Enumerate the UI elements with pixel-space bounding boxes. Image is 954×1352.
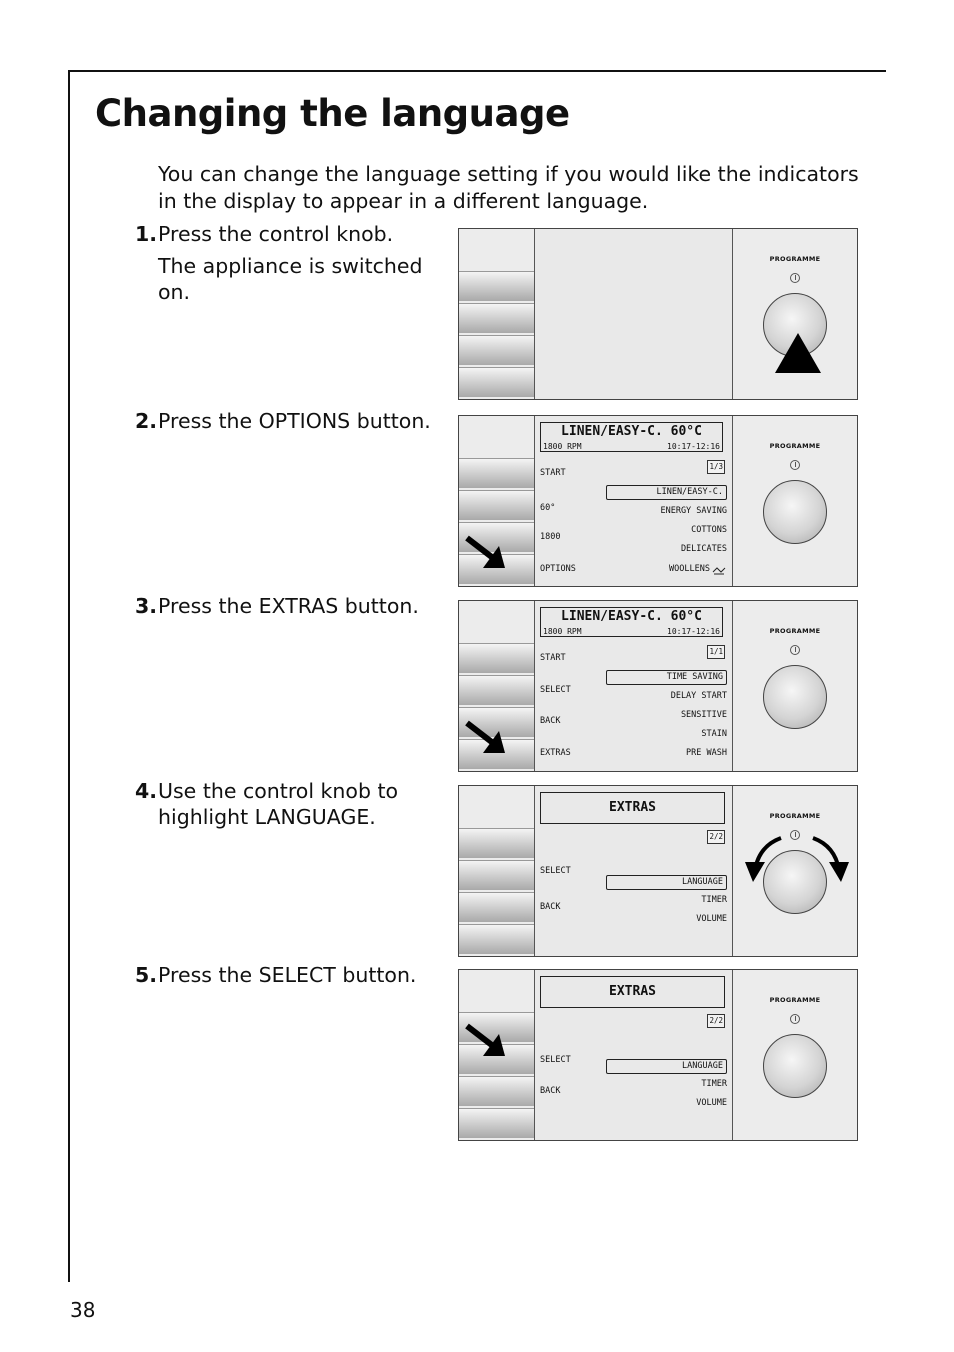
panel-button [459,828,534,858]
panel-button [459,1076,534,1106]
power-icon [790,1014,800,1024]
step-number: 2. [135,409,158,433]
control-panel-illustration-1 [458,228,858,400]
menu-item: PRE WASH [686,748,727,758]
panel-button [459,892,534,922]
press-arrow-icon [463,719,509,757]
programme-label: PROGRAMME [769,255,821,263]
knob-area [733,601,857,771]
extras-header [540,792,725,824]
control-panel-illustration-3 [458,600,858,772]
programme-label: PROGRAMME [769,627,821,635]
step-2 [135,408,445,434]
menu-item: DELAY START [670,691,727,701]
step-text: Press the control knob. [158,222,394,246]
display-label-start: START [540,653,566,663]
left-rule [68,70,70,1282]
menu-item: STAIN [701,729,727,739]
highlighted-item: LANGUAGE [606,875,727,890]
knob-area [733,416,857,586]
step-text-2: highlight LANGUAGE. [158,805,376,829]
panel-button [459,924,534,954]
display-title: EXTRAS [609,984,656,999]
press-arrow-icon [463,534,509,572]
control-knob [763,480,827,544]
highlighted-item: LINEN/EASY-C. [606,485,727,500]
display-label-select: SELECT [540,685,571,695]
display-title: EXTRAS [609,800,656,815]
time-range: 10:17-12:16 [667,627,720,636]
step-number: 1. [135,222,158,246]
page-title: Changing the language [95,92,570,135]
step-3 [135,593,445,619]
spin-speed: 1800 RPM [543,627,582,636]
power-icon [790,460,800,470]
control-panel-illustration-4 [458,785,858,957]
display-screen [535,786,733,956]
menu-item: VOLUME [696,1098,727,1108]
power-icon [790,273,800,283]
display-label-rpm: 1800 [540,532,561,542]
programme-label: PROGRAMME [769,812,821,820]
control-knob [763,665,827,729]
panel-button [459,335,534,365]
step-text: Press the SELECT button. [158,963,417,987]
display-screen [535,416,733,586]
step-text: Press the OPTIONS button. [158,409,431,433]
page-indicator: 1/1 [707,645,725,659]
step-number: 4. [135,779,158,803]
step-text: Use the control knob to [158,779,399,803]
control-knob [763,1034,827,1098]
menu-item: COTTONS [691,525,727,535]
display-label-back: BACK [540,716,561,726]
control-panel-illustration-2 [458,415,858,587]
control-panel-illustration-5 [458,969,858,1141]
menu-item: TIMER [701,895,727,905]
step-number: 3. [135,594,158,618]
programme-label: PROGRAMME [769,996,821,1004]
display-label-back: BACK [540,902,561,912]
menu-item: ENERGY SAVING [660,506,727,516]
panel-button [459,458,534,488]
step-5 [135,962,445,988]
programme-header [540,607,723,637]
display-label-back: BACK [540,1086,561,1096]
button-column [459,229,535,399]
knob-area [733,229,857,399]
menu-item: WOOLLENS [669,564,710,574]
display-screen [535,970,733,1140]
knob-area [733,970,857,1140]
page-indicator: 1/3 [707,460,725,474]
knob-area [733,786,857,956]
display-label-extras: EXTRAS [540,748,571,758]
page-indicator: 2/2 [707,830,725,844]
press-arrow-icon [771,329,825,375]
highlighted-item: LANGUAGE [606,1059,727,1074]
display-label-temp: 60° [540,503,556,513]
menu-item: DELICATES [680,544,727,554]
display-label-options: OPTIONS [540,564,576,574]
button-column [459,786,535,956]
display-screen [535,601,733,771]
display-title: LINEN/EASY-C. 60°C [561,609,702,624]
step-text-2: The appliance is switched on. [158,254,423,304]
intro-paragraph: You can change the language setting if you would like the indicators in the display to appear in a different language. [158,162,859,213]
panel-button [459,490,534,520]
top-rule [68,70,886,72]
wool-icon [712,564,726,576]
button-column [459,416,535,586]
page-number: 38 [70,1298,96,1322]
extras-header [540,976,725,1008]
button-column [459,601,535,771]
display-label-select: SELECT [540,866,571,876]
display-title: LINEN/EASY-C. 60°C [561,424,702,439]
panel-button [459,860,534,890]
step-4 [135,778,445,830]
programme-header [540,422,723,452]
page-indicator: 2/2 [707,1014,725,1028]
panel-button [459,675,534,705]
display-label-start: START [540,468,566,478]
panel-button [459,1108,534,1138]
step-1 [135,221,445,305]
panel-button [459,271,534,301]
display-label-select: SELECT [540,1055,571,1065]
press-arrow-icon [463,1022,509,1060]
menu-item: VOLUME [696,914,727,924]
blank-display [535,229,733,399]
step-number: 5. [135,963,158,987]
panel-button [459,303,534,333]
step-text: Press the EXTRAS button. [158,594,419,618]
programme-label: PROGRAMME [769,442,821,450]
panel-button [459,643,534,673]
menu-item: SENSITIVE [680,710,727,720]
button-column [459,970,535,1140]
time-range: 10:17-12:16 [667,442,720,451]
menu-item: TIMER [701,1079,727,1089]
power-icon [790,645,800,655]
rotate-arrows-icon [741,822,853,886]
panel-button [459,367,534,397]
highlighted-item: TIME SAVING [606,670,727,685]
spin-speed: 1800 RPM [543,442,582,451]
